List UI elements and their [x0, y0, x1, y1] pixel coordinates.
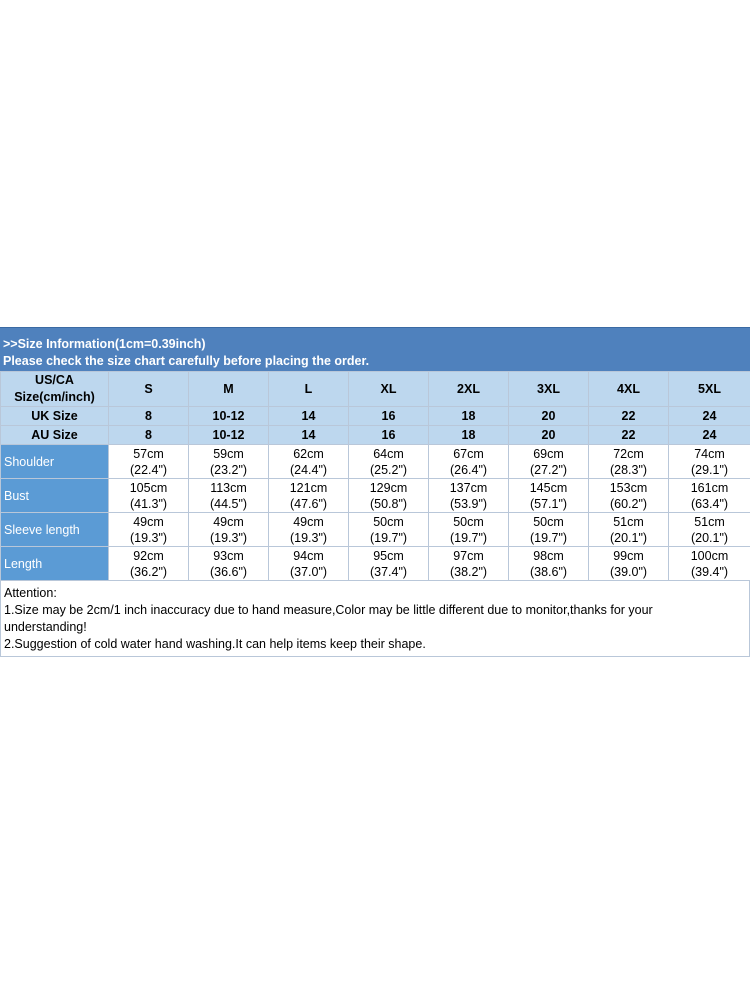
measurement-cell [269, 479, 349, 513]
size-header: L [269, 372, 349, 407]
inch-value: (39.0") [609, 564, 648, 579]
inch-value: (19.7") [369, 530, 408, 545]
measurement-cell [429, 513, 509, 547]
size-conversion-row [1, 407, 750, 426]
measurement-cell [109, 513, 189, 547]
measurement-cell [589, 445, 669, 479]
cm-value: 49cm [133, 514, 164, 529]
cm-value: 57cm [133, 446, 164, 461]
cm-value: 92cm [133, 548, 164, 563]
measurement-cell [429, 445, 509, 479]
size-header: 3XL [509, 372, 589, 407]
cm-value: 93cm [213, 548, 244, 563]
size-header: M [189, 372, 269, 407]
cm-value: 69cm [533, 446, 564, 461]
cm-value: 98cm [533, 548, 564, 563]
measurement-cell [509, 513, 589, 547]
cm-value: 153cm [609, 480, 648, 495]
measurement-cell [509, 479, 589, 513]
banner-subtitle: Please check the size chart carefully before placing the order. [3, 354, 370, 368]
inch-value: (22.4") [129, 462, 168, 477]
cm-value: 49cm [213, 514, 244, 529]
inch-value: (37.0") [289, 564, 328, 579]
measurement-cell [109, 547, 189, 581]
size-value-cell: 22 [589, 426, 669, 445]
inch-value: (41.3") [129, 496, 168, 511]
inch-value: (37.4") [369, 564, 408, 579]
inch-value: (36.6") [209, 564, 248, 579]
cm-value: 50cm [373, 514, 404, 529]
measurement-row [1, 513, 750, 547]
cm-value: 64cm [373, 446, 404, 461]
cm-value: 99cm [613, 548, 644, 563]
cm-value: 145cm [529, 480, 568, 495]
measurement-cell [349, 445, 429, 479]
cm-value: 113cm [210, 480, 247, 495]
size-info-banner [0, 327, 750, 371]
inch-value: (39.4") [690, 564, 729, 579]
size-value-cell: 14 [269, 407, 349, 426]
size-value-cell: 10-12 [189, 426, 269, 445]
size-value-cell: 20 [509, 426, 589, 445]
measurement-cell [269, 547, 349, 581]
cm-value: 51cm [694, 514, 725, 529]
inch-value: (20.1") [690, 530, 729, 545]
size-value-cell: 22 [589, 407, 669, 426]
cm-value: 94cm [293, 548, 324, 563]
inch-value: (28.3") [609, 462, 648, 477]
cm-value: 105cm [129, 480, 168, 495]
inch-value: (24.4") [289, 462, 328, 477]
measurement-cell [269, 445, 349, 479]
inch-value: (19.7") [449, 530, 488, 545]
size-header: 5XL [669, 372, 750, 407]
inch-value: (36.2") [129, 564, 168, 579]
measurement-row [1, 445, 750, 479]
size-value-cell: 10-12 [189, 407, 269, 426]
banner-title: >>Size Information(1cm=0.39inch) [3, 337, 206, 351]
size-value-cell: 24 [669, 407, 750, 426]
cm-value: 51cm [613, 514, 644, 529]
measurement-label: Bust [1, 479, 109, 513]
measurement-label: Sleeve length [1, 513, 109, 547]
inch-value: (50.8") [369, 496, 408, 511]
attention-notes [0, 581, 750, 657]
cm-value: 67cm [453, 446, 484, 461]
cm-value: 49cm [293, 514, 324, 529]
notes-line: 1.Size may be 2cm/1 inch inaccuracy due to hand measure,Color may be little different due to monitor,thanks for your [4, 603, 653, 617]
cm-value: 100cm [690, 548, 729, 563]
inch-value: (53.9") [449, 496, 488, 511]
notes-title: Attention: [4, 586, 57, 600]
inch-value: (63.4") [690, 496, 729, 511]
inch-value: (57.1") [529, 496, 568, 511]
measurement-cell [349, 479, 429, 513]
size-value-cell: 14 [269, 426, 349, 445]
size-value-cell: 24 [669, 426, 750, 445]
measurement-cell [349, 547, 429, 581]
cm-value: 72cm [613, 446, 644, 461]
measurement-cell [189, 479, 269, 513]
measurement-cell [349, 513, 429, 547]
measurement-cell [109, 445, 189, 479]
inch-value: (19.3") [209, 530, 248, 545]
cm-value: 161cm [690, 480, 729, 495]
size-value-cell: 18 [429, 407, 509, 426]
inch-value: (19.3") [129, 530, 168, 545]
size-table [0, 371, 750, 581]
size-header: XL [349, 372, 429, 407]
measurement-cell [429, 479, 509, 513]
measurement-row [1, 547, 750, 581]
measurement-cell [109, 479, 189, 513]
size-conversion-row [1, 426, 750, 445]
corner-line2: Size(cm/inch) [14, 390, 95, 404]
size-header: 2XL [429, 372, 509, 407]
size-value-cell: 16 [349, 426, 429, 445]
size-row-label: UK Size [1, 407, 109, 426]
measurement-label: Length [1, 547, 109, 581]
cm-value: 50cm [453, 514, 484, 529]
cm-value: 50cm [533, 514, 564, 529]
corner-line1: US/CA [35, 373, 74, 387]
cm-value: 62cm [293, 446, 324, 461]
inch-value: (60.2") [609, 496, 648, 511]
inch-value: (23.2") [209, 462, 248, 477]
inch-value: (20.1") [609, 530, 648, 545]
size-value-cell: 16 [349, 407, 429, 426]
measurement-cell [429, 547, 509, 581]
cm-value: 137cm [449, 480, 488, 495]
measurement-cell [189, 513, 269, 547]
measurement-cell [269, 513, 349, 547]
inch-value: (25.2") [369, 462, 408, 477]
measurement-cell [509, 547, 589, 581]
header-row [1, 372, 750, 407]
size-row-label: AU Size [1, 426, 109, 445]
measurement-cell [669, 513, 750, 547]
cm-value: 97cm [453, 548, 484, 563]
measurement-cell [589, 479, 669, 513]
cm-value: 95cm [373, 548, 404, 563]
inch-value: (29.1") [690, 462, 729, 477]
size-value-cell: 8 [109, 407, 189, 426]
size-header: S [109, 372, 189, 407]
measurement-row [1, 479, 750, 513]
cm-value: 129cm [369, 480, 408, 495]
measurement-cell [509, 445, 589, 479]
measurement-cell [189, 547, 269, 581]
size-value-cell: 8 [109, 426, 189, 445]
notes-line: understanding! [4, 620, 87, 634]
measurement-cell [669, 547, 750, 581]
cm-value: 121cm [289, 480, 328, 495]
notes-line: 2.Suggestion of cold water hand washing.It can help items keep their shape. [4, 637, 426, 651]
inch-value: (26.4") [449, 462, 488, 477]
cm-value: 74cm [694, 446, 725, 461]
inch-value: (47.6") [289, 496, 328, 511]
cm-value: 59cm [213, 446, 244, 461]
header-corner [1, 372, 109, 407]
measurement-cell [669, 445, 750, 479]
size-value-cell: 20 [509, 407, 589, 426]
measurement-cell [669, 479, 750, 513]
size-chart [0, 327, 750, 657]
size-header: 4XL [589, 372, 669, 407]
inch-value: (19.7") [529, 530, 568, 545]
inch-value: (19.3") [289, 530, 328, 545]
inch-value: (27.2") [529, 462, 568, 477]
measurement-cell [189, 445, 269, 479]
inch-value: (38.6") [529, 564, 568, 579]
inch-value: (38.2") [449, 564, 488, 579]
inch-value: (44.5") [209, 496, 248, 511]
measurement-label: Shoulder [1, 445, 109, 479]
size-value-cell: 18 [429, 426, 509, 445]
measurement-cell [589, 513, 669, 547]
measurement-cell [589, 547, 669, 581]
